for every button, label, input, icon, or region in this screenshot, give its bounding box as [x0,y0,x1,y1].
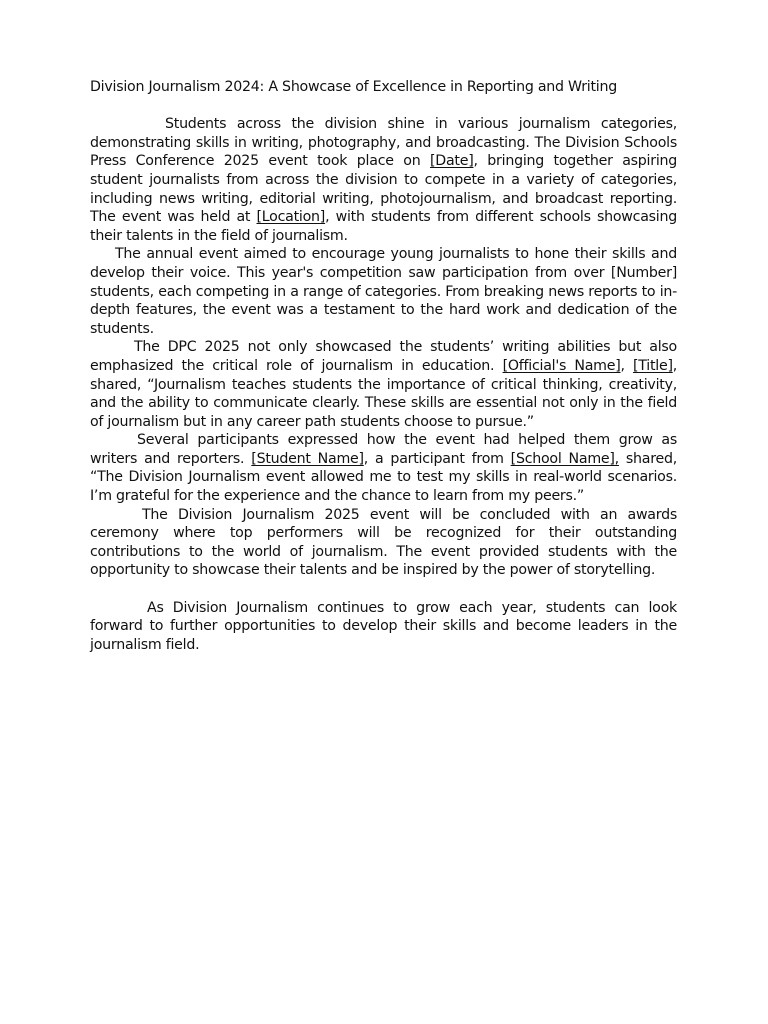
paragraph-awards: The Division Journalism 2025 event will be concluded with an awards ceremony where top performers will be recognized for their outstanding contributions to the world of journalism. The event provided students with the opportunity to showcase their talents and be inspired by the power of storytelling. [90,506,677,579]
paragraph-closing: As Division Journalism continues to grow each year, students can look forward to further opportunities to develop their skills and become leaders in the journalism field. [90,599,677,653]
paragraph-annual-event: The annual event aimed to encourage young journalists to hone their skills and develop their voice. This year's competition saw participation from over [Number] students, each competing in a range of categories. From breaking news reports to in-depth features, the event was a testament to the hard work and dedication of the students. [90,246,677,337]
intro-text-a: Students across the division shine in various journalism categories, demonstrating skills in writing, photography, and broadcasting. The Division Schools Press Conference 2025 event took place on [90,116,677,170]
dpc-text-b: , shared, “Journalism teaches students the importance of critical thinking, creativity, and the ability to communicate clearly. These skills are essential not only in the field of journalism but in any career path students choose to pursue.” [90,357,677,430]
official-title-placeholder: [Title] [633,357,673,374]
participants-text-b: , a participant from [363,450,511,467]
document-page [90,78,677,654]
intro-text-b: , bringing together aspiring student journalists from across the division to compete in a variety of categories, including news writing, editorial writing, photojournalism, and broadcast reporting. The event was held at [90,153,678,226]
school-name-placeholder: [School Name], [510,450,619,467]
participants-text-a: Several participants expressed how the event had helped them grow as writers and reporters. [90,432,677,467]
paragraph-intro [90,115,677,245]
location-placeholder: [Location] [256,209,326,226]
paragraph-spacer [90,580,677,599]
student-name-placeholder: [Student Name] [251,450,364,467]
participants-text-c: shared, “The Division Journalism event allowed me to test my skills in real-world scenarios. I’m grateful for the experience and the chance to learn from my peers.” [90,450,677,505]
dpc-separator: , [620,357,633,374]
official-name-placeholder: [Official's Name] [502,357,621,374]
intro-text-c: , with students from different schools showcasing their talents in the field of journalism. [90,209,677,244]
paragraph-dpc [90,338,677,431]
date-placeholder: [Date] [430,153,474,170]
document-title: Division Journalism 2024: A Showcase of Excellence in Reporting and Writing [90,79,617,95]
paragraph-participants [90,431,677,505]
dpc-text-a: The DPC 2025 not only showcased the students’ writing abilities but also emphasized the critical role of journalism in education. [90,339,677,374]
